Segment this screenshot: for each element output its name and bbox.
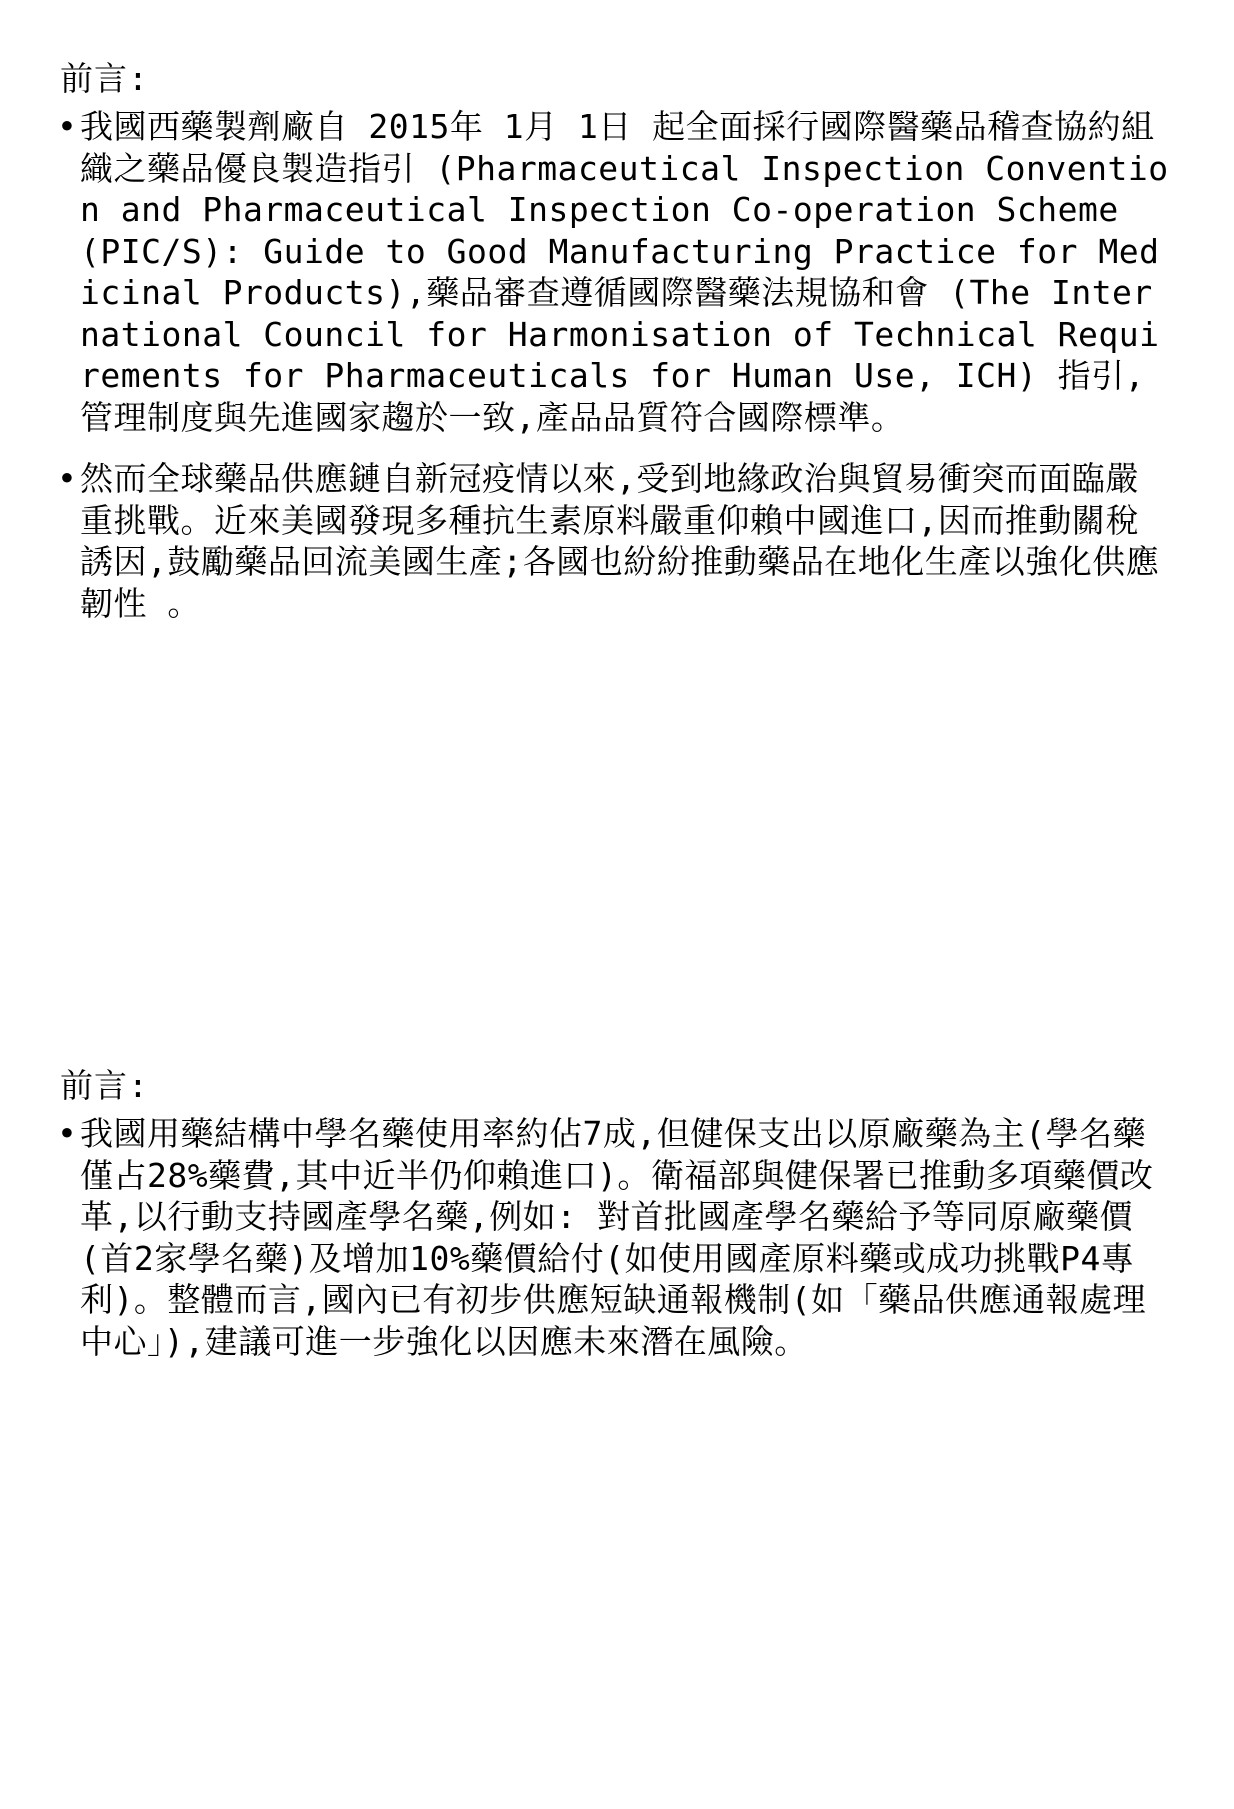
bullet-text: 我國西藥製劑廠自 2015年 1月 1日 起全面採行國際醫藥品稽查協約組織之藥品優良製造指引 (Pharmaceutical Inspection Convention and Pharmaceutical Inspection Co-operation Scheme (PIC/S): Guide to Good Manufacturing Practice for Medicinal Products),藥品審查遵循國際醫藥法規協和會 (The International Council for Harmonisation of Technical Requirements for Pharmaceuticals for Human Use, ICH) 指引,管理制度與先進國家趨於一致,產品品質符合國際標準。 bbox=[80, 107, 1169, 437]
bullet-item bbox=[57, 106, 1170, 438]
section-heading: 前言: bbox=[60, 59, 149, 98]
section-foreword-2 bbox=[57, 1065, 1170, 1382]
bullet-item bbox=[57, 458, 1170, 624]
bullet-icon: • bbox=[57, 459, 78, 498]
bullet-icon: • bbox=[57, 107, 78, 146]
section-heading: 前言: bbox=[60, 1066, 149, 1105]
bullet-list bbox=[57, 106, 1170, 624]
bullet-icon: • bbox=[57, 1114, 78, 1153]
section-foreword-1 bbox=[57, 58, 1170, 644]
bullet-list bbox=[57, 1113, 1170, 1362]
bullet-item bbox=[57, 1113, 1170, 1362]
bullet-text: 我國用藥結構中學名藥使用率約佔7成,但健保支出以原廠藥為主(學名藥僅占28%藥費,其中近半仍仰賴進口)。衛福部與健保署已推動多項藥價改革,以行動支持國產學名藥,例如: 對首批國產學名藥給予等同原廠藥價(首2家學名藥)及增加10%藥價給付(如使用國產原料藥或成功挑戰P4專利)。整體而言,國內已有初步供應短缺通報機制(如「藥品供應通報處理中心」),建議可進一步強化以因應未來潛在風險。 bbox=[80, 1114, 1154, 1361]
bullet-text: 然而全球藥品供應鏈自新冠疫情以來,受到地緣政治與貿易衝突而面臨嚴重挑戰。近來美國發現多種抗生素原料嚴重仰賴中國進口,因而推動關稅誘因,鼓勵藥品回流美國生產;各國也紛紛推動藥品在地化生產以強化供應韌性 。 bbox=[80, 459, 1160, 623]
